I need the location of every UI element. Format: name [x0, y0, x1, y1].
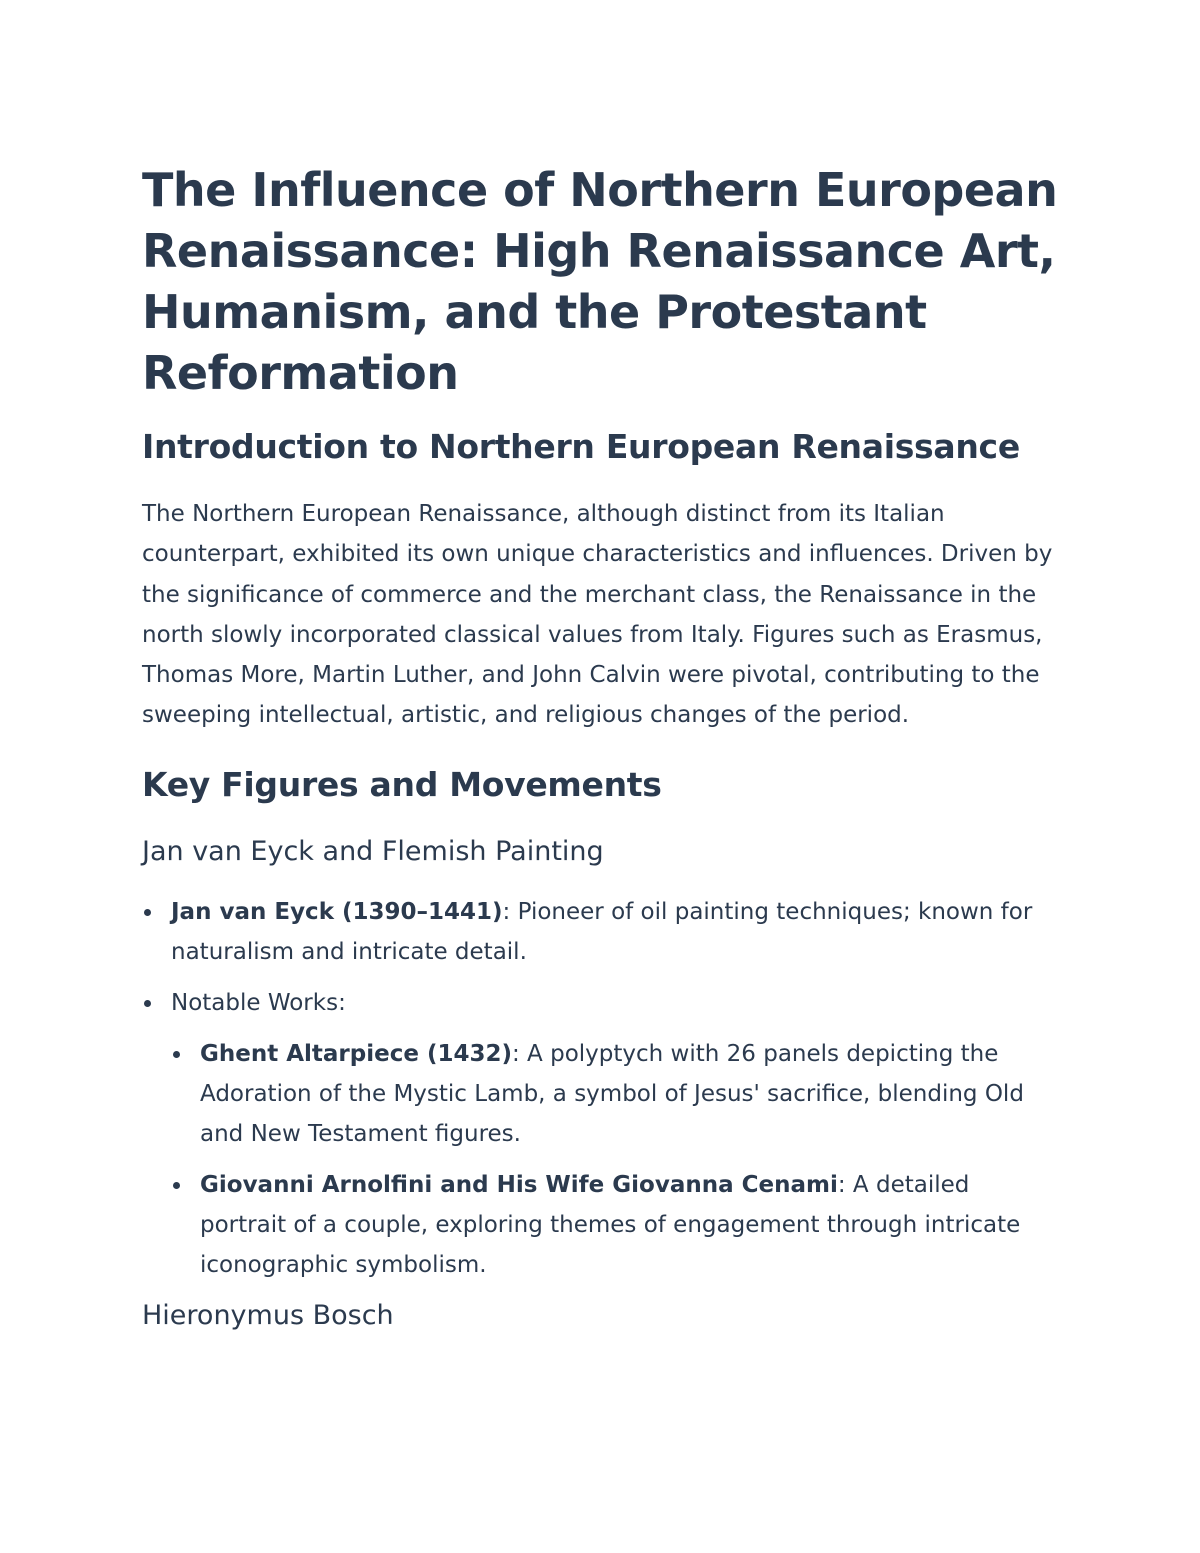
notable-works-list: [171, 1034, 1062, 1285]
intro-paragraph: The Northern European Renaissance, although distinct from its Italian counterpart, exhibited its own unique characteristics and influences. Driven by the significance of commerce and the merchant class, the Renaissance in the north slowly incorporated classical values from Italy. Figures such as Erasmus, Thomas More, Martin Luther, and John Calvin were pivotal, contributing to the sweeping intellectual, artistic, and religious changes of the period.: [142, 501, 1053, 729]
work-term: Giovanni Arnolfini and His Wife Giovanna Cenami: [200, 1171, 838, 1198]
list-item-van-eyck-bio: [142, 892, 1062, 972]
bio-term: Jan van Eyck (1390–1441): [171, 898, 503, 925]
bullet-dot-icon: [144, 1000, 151, 1007]
subheading-bosch: Hieronymus Bosch: [142, 1299, 394, 1331]
work-term: Ghent Altarpiece (1432): [200, 1040, 512, 1067]
document-page: [142, 160, 1062, 1336]
list-item-work: [171, 1165, 1062, 1285]
subheading-van-eyck: Jan van Eyck and Flemish Painting: [142, 835, 604, 867]
bio-text: : Pioneer of oil painting techniques; known for naturalism and intricate detail.: [171, 898, 1033, 965]
bullet-dot-icon: [173, 1182, 180, 1189]
section-heading-key-figures: Key Figures and Movements: [142, 764, 662, 804]
notable-works-label: Notable Works:: [171, 989, 346, 1016]
work-text: : A polyptych with 26 panels depicting the Adoration of the Mystic Lamb, a symbol of Jesus' sacrifice, blending Old and New Testament figures.: [200, 1040, 1024, 1147]
list-item-notable-works: [142, 983, 1062, 1285]
document-title: The Influence of Northern European Renaissance: High Renaissance Art, Humanism, and the Protestant Reformation: [142, 163, 1058, 400]
section-heading-introduction: Introduction to Northern European Renaissance: [142, 427, 1020, 466]
work-text: : A detailed portrait of a couple, exploring themes of engagement through intricate iconographic symbolism.: [200, 1171, 1021, 1278]
bullet-dot-icon: [173, 1051, 180, 1058]
van-eyck-list: [142, 892, 1062, 1285]
bullet-dot-icon: [144, 909, 151, 916]
list-item-work: [171, 1034, 1062, 1154]
